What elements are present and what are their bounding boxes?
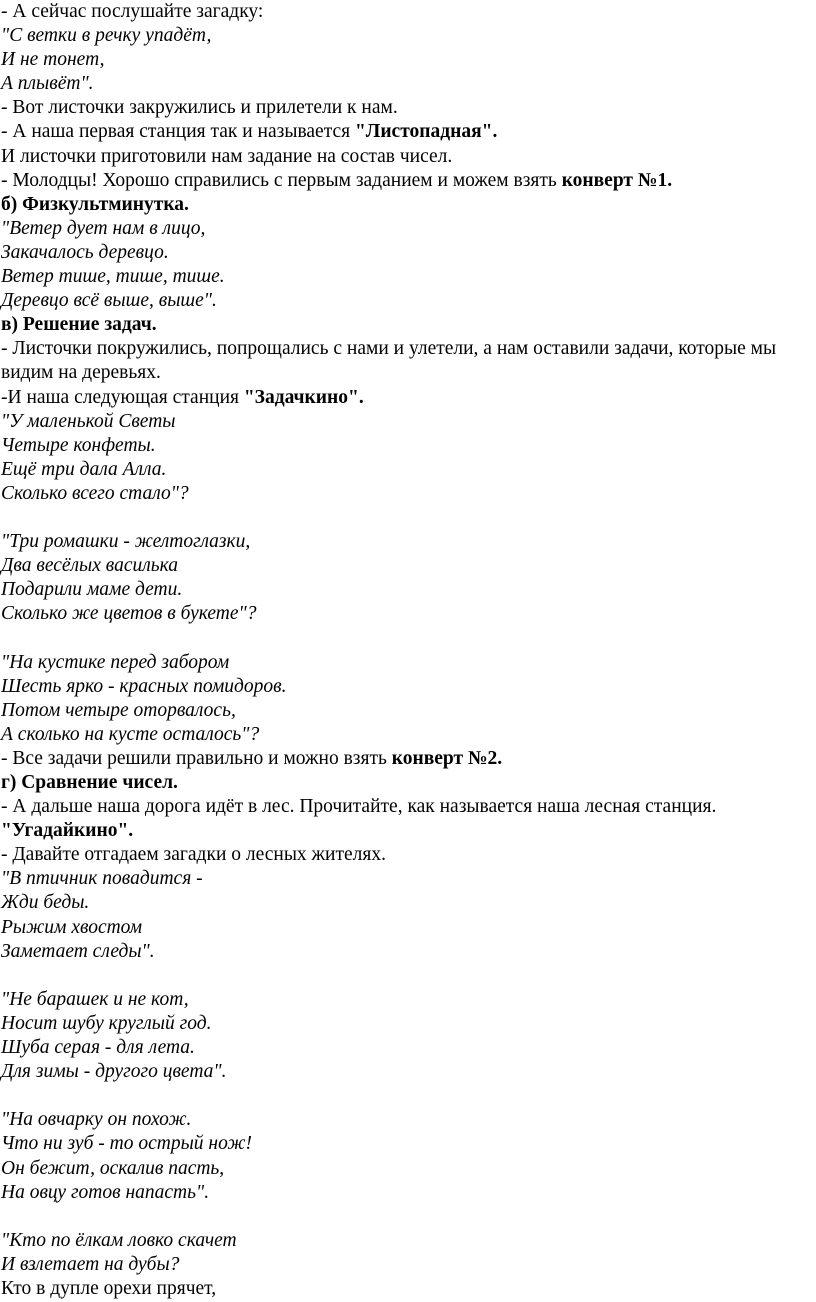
text-span: - А наша первая станция так и называется xyxy=(1,121,355,143)
poem-line: Деревцо всё выше, выше". xyxy=(1,290,217,312)
blank-line xyxy=(1,1084,812,1108)
text-line xyxy=(1,747,812,771)
blank-line xyxy=(1,506,812,530)
poem-line: Ветер тише, тише, тише. xyxy=(1,266,225,288)
riddle-line: И не тонет, xyxy=(1,49,105,71)
riddle-line: Заметает следы". xyxy=(1,940,155,962)
riddle-line: И взлетает на дубы? xyxy=(1,1253,180,1275)
problem-line: Сколько всего стало"? xyxy=(1,482,189,504)
riddle-line: А плывёт". xyxy=(1,73,94,95)
text-line xyxy=(1,386,812,410)
riddle-line: Кто в дупле орехи прячет, xyxy=(1,1277,217,1299)
text-line: - Вот листочки закружились и прилетели к нам. xyxy=(1,97,398,119)
riddle-line: Он бежит, оскалив пасть, xyxy=(1,1157,225,1179)
riddle-line: Что ни зуб - то острый нож! xyxy=(1,1133,252,1155)
envelope-label: конверт №1. xyxy=(561,169,673,191)
riddle-line: На овцу готов напасть". xyxy=(1,1181,210,1203)
riddle-line: "Кто по ёлкам ловко скачет xyxy=(1,1229,237,1251)
problem-line: Два весёлых василька xyxy=(1,555,179,577)
blank-line xyxy=(1,1205,812,1229)
text-span: - Молодцы! Хорошо справились с первым заданием и можем взять xyxy=(1,169,562,191)
text-span: - Все задачи решили правильно и можно взять xyxy=(1,747,392,769)
riddle-line: "В птичник повадится - xyxy=(1,868,203,890)
problem-line: А сколько на кусте осталось"? xyxy=(1,723,260,745)
text-line: - Листочки покружились, попрощались с нами и улетели, а нам оставили задачи, которые мы видим на деревьях. xyxy=(1,338,781,384)
problem-line: "На кустике перед забором xyxy=(1,651,230,673)
section-heading: в) Решение задач. xyxy=(1,314,157,336)
poem-line: Закачалось деревцо. xyxy=(1,241,169,263)
section-heading: б) Физкультминутка. xyxy=(1,193,189,215)
riddle-line: "Не барашек и не кот, xyxy=(1,988,189,1010)
text-span: -И наша следующая станция xyxy=(1,386,244,408)
riddle-line: "На овчарку он похож. xyxy=(1,1109,192,1131)
problem-line: Подарили маме дети. xyxy=(1,579,183,601)
riddle-line: Для зимы - другого цвета". xyxy=(1,1061,227,1083)
riddle-line: Жди беды. xyxy=(1,892,90,914)
station-name: "Задачкино". xyxy=(243,386,364,408)
text-line xyxy=(1,120,812,144)
poem-line: "Ветер дует нам в лицо, xyxy=(1,217,206,239)
problem-line: Ещё три дала Алла. xyxy=(1,458,167,480)
problem-line: Сколько же цветов в букете"? xyxy=(1,603,257,625)
riddle-line: Шуба серая - для лета. xyxy=(1,1037,195,1059)
problem-line: "У маленькой Светы xyxy=(1,410,176,432)
problem-line: Шесть ярко - красных помидоров. xyxy=(1,675,287,697)
text-line: - А дальше наша дорога идёт в лес. Прочитайте, как называется наша лесная станция. xyxy=(1,796,717,818)
envelope-label: конверт №2. xyxy=(391,747,503,769)
problem-line: Четыре конфеты. xyxy=(1,434,156,456)
text-line: - А сейчас послушайте загадку: xyxy=(1,1,264,22)
station-name: "Листопадная". xyxy=(354,121,498,143)
riddle-line: Носит шубу круглый год. xyxy=(1,1012,212,1034)
riddle-line: "С ветки в речку упадёт, xyxy=(1,25,212,47)
problem-line: Потом четыре оторвалось, xyxy=(1,699,236,721)
station-name: "Угадайкино". xyxy=(1,820,134,842)
problem-line: "Три ромашки - желтоглазки, xyxy=(1,531,251,553)
blank-line xyxy=(1,626,812,650)
section-heading: г) Сравнение чисел. xyxy=(1,772,178,793)
text-line: - Давайте отгадаем загадки о лесных жителях. xyxy=(1,844,386,866)
blank-line xyxy=(1,964,812,988)
text-line: И листочки приготовили нам задание на состав чисел. xyxy=(1,145,453,167)
riddle-line: Рыжим хвостом xyxy=(1,916,143,938)
text-line xyxy=(1,169,812,193)
